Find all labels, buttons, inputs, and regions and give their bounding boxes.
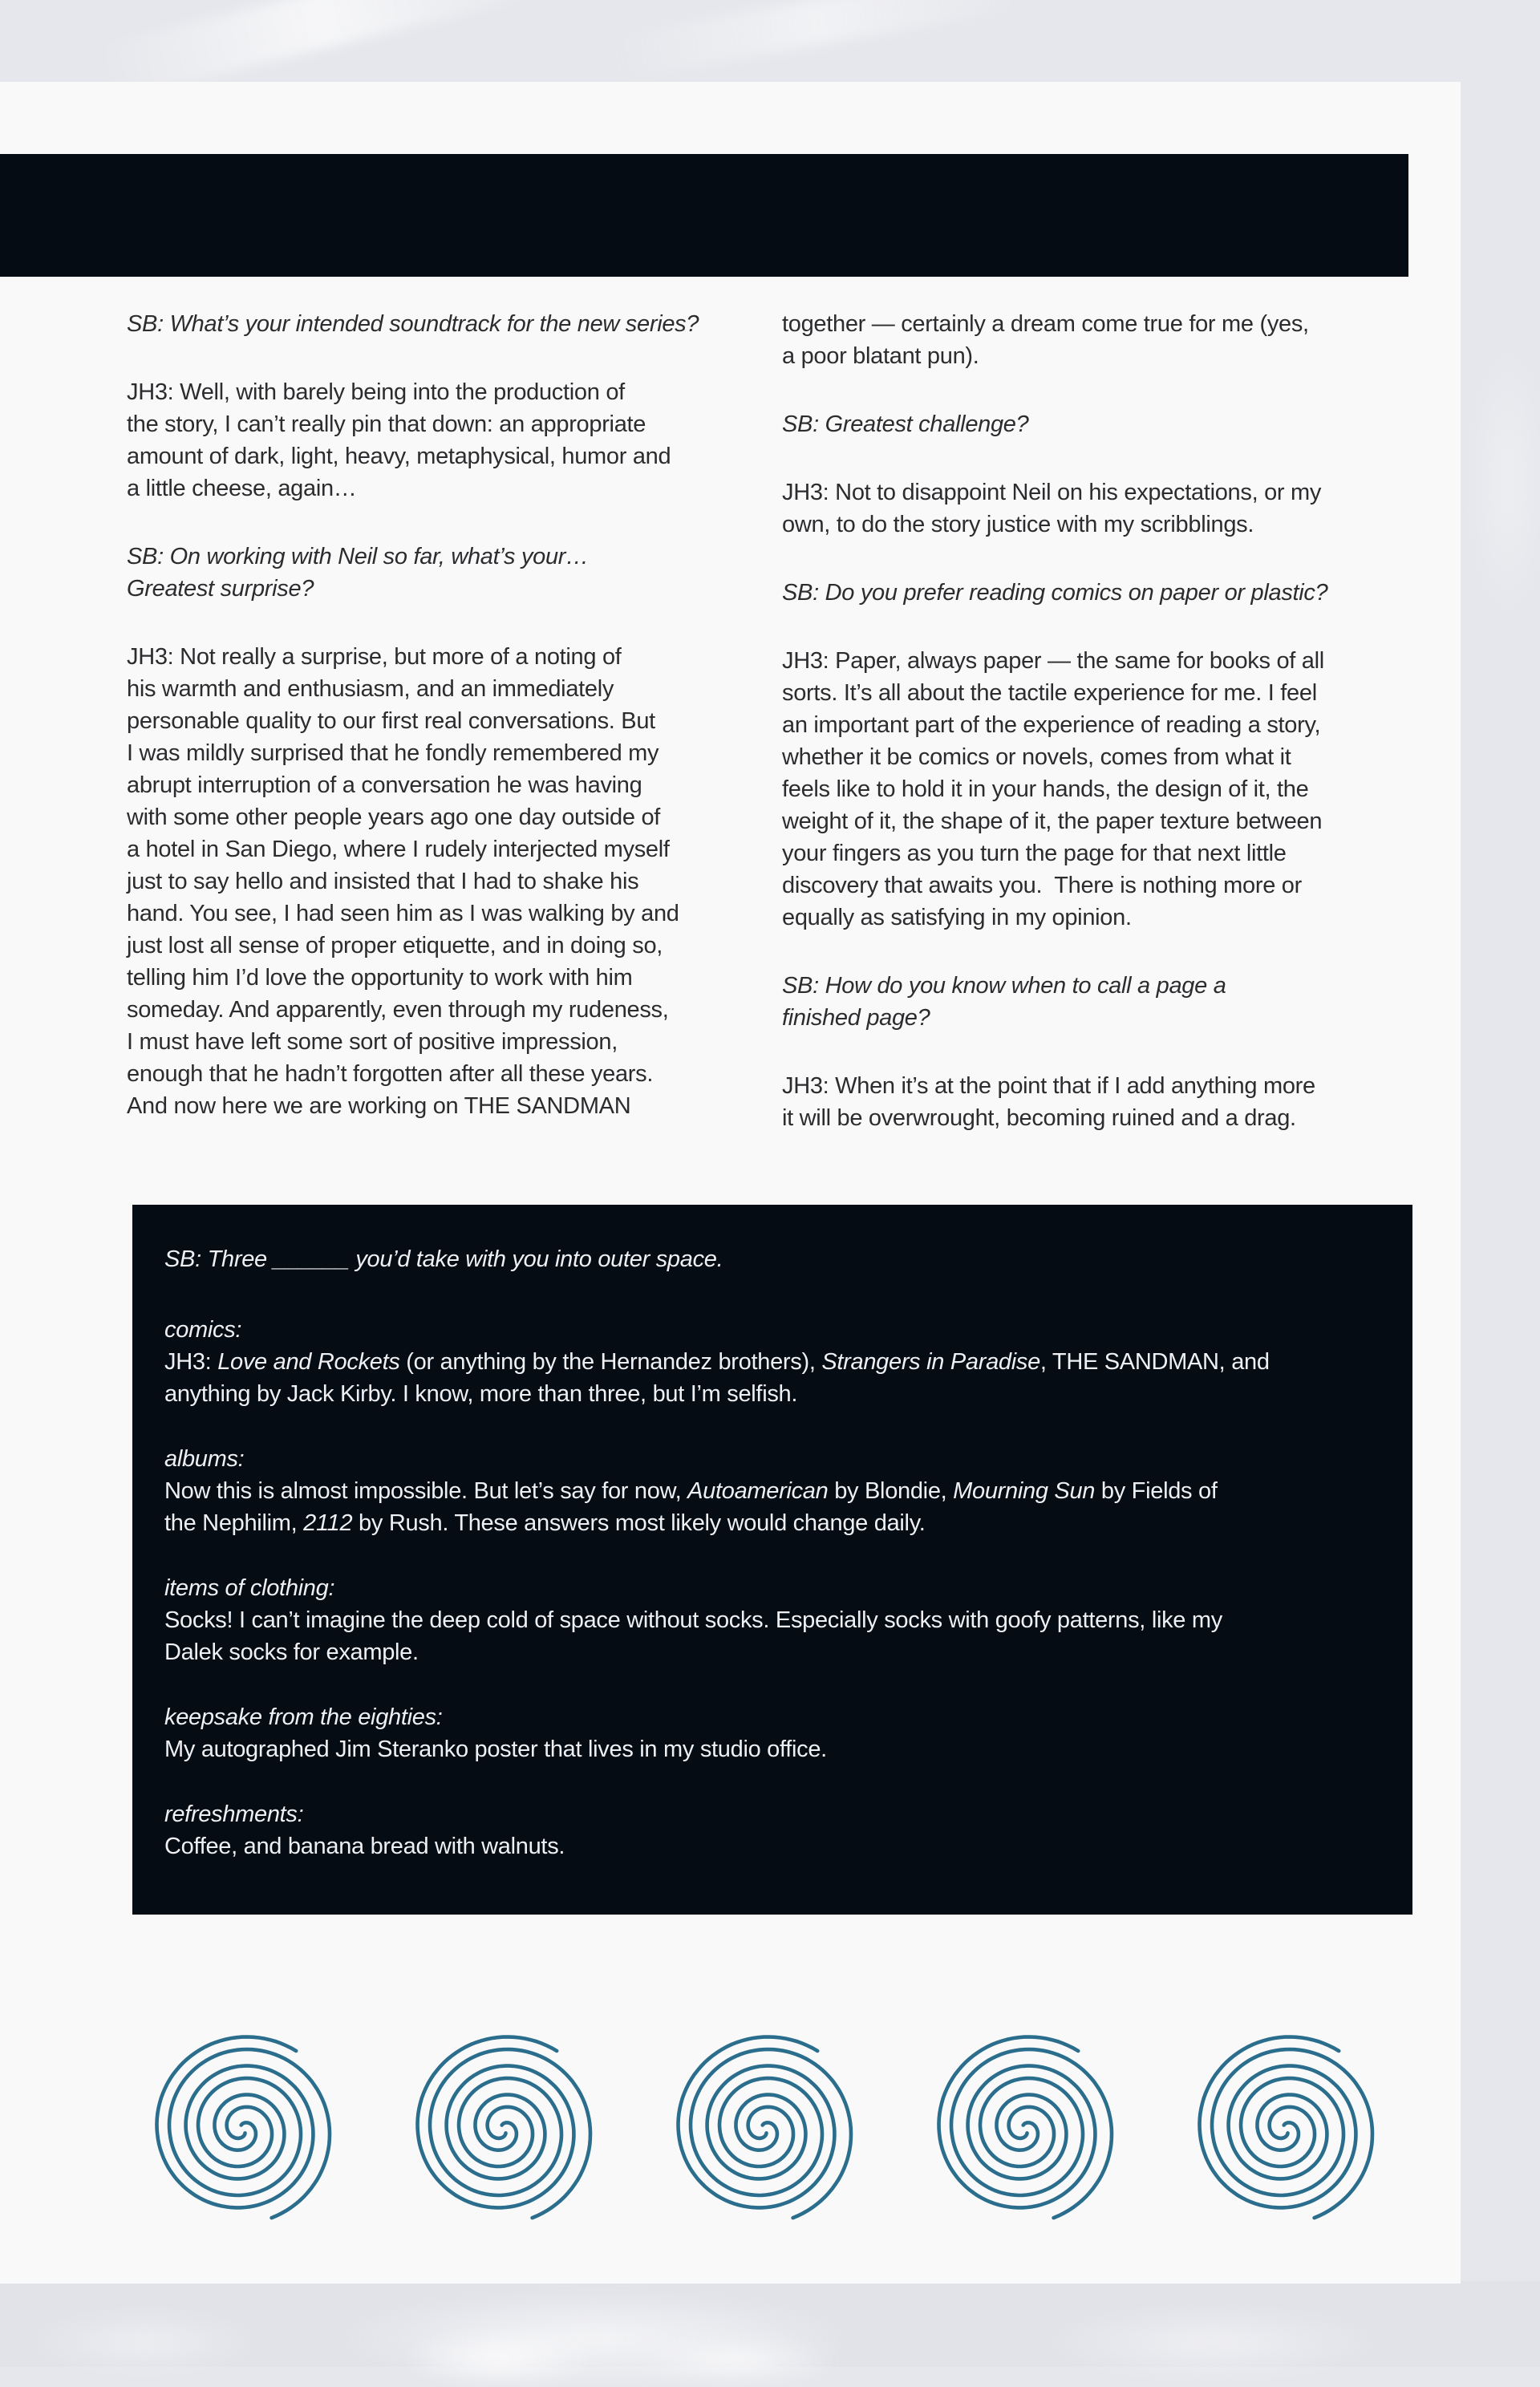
background-texture-blob	[1043, 2307, 1380, 2379]
spiral-icon	[1173, 2017, 1397, 2242]
body-text-run: JH3:	[164, 1349, 218, 1375]
spiral-icon	[912, 2017, 1137, 2242]
title-italic-text: Autoamerican	[687, 1478, 829, 1504]
answer-paragraph: JH3: Not to disappoint Neil on his expectations, or my own, to do the story justice with my scribblings.	[782, 480, 1322, 537]
title-italic-text: Love and Rockets	[217, 1349, 400, 1375]
body-text-run: , THE SANDMAN, and	[1040, 1349, 1270, 1375]
body-text-run: by Fields of	[1095, 1478, 1218, 1504]
body-text-run: by Rush. These answers most likely would change daily.	[352, 1510, 926, 1536]
interview-column-left	[127, 308, 792, 1158]
qa-group-label: refreshments:	[164, 1801, 304, 1827]
header-band	[0, 154, 1408, 277]
answer-paragraph: JH3: Paper, always paper — the same for books of all sorts. It’s all about the tactile experience for me. I feel an important part of the experience of reading a story, whether it be comics or novels, comes from what it feels like to hold it in your hands, the design of it, the weight of it, the shape of it, the paper texture between your fingers as you turn the page for that next little discovery that awaits you. There is nothing more or equally as satisfying in my opinion.	[782, 648, 1324, 930]
question-paragraph: SB: Do you prefer reading comics on paper or plastic?	[782, 580, 1328, 606]
background-texture-blob	[634, 2336, 842, 2385]
qa-group: items of clothing: Socks! I can’t imagine the deep cold of space without socks. Especially socks with goofy patterns, like my Dalek socks for example.	[164, 1575, 1222, 1665]
answer-paragraph: JH3: When it’s at the point that if I add anything more it will be overwrought, becoming ruined and a drag.	[782, 1073, 1315, 1131]
background-texture-blob	[1468, 337, 1540, 626]
body-text-run: the Nephilim,	[164, 1510, 304, 1536]
qa-group-label: keepsake from the eighties:	[164, 1704, 443, 1730]
qa-group-label: comics:	[164, 1317, 242, 1343]
qa-group: keepsake from the eighties: My autographed Jim Steranko poster that lives in my studio office.	[164, 1704, 827, 1762]
qa-box	[132, 1205, 1412, 1915]
spiral-icon	[130, 2017, 355, 2242]
title-italic-text: Strangers in Paradise	[821, 1349, 1040, 1375]
qa-group-label: albums:	[164, 1446, 245, 1472]
background-texture-streak	[609, 0, 1027, 80]
answer-paragraph: JH3: Not really a surprise, but more of a noting of his warmth and enthusiasm, and an immediately personable quality to our first real conversations. But I was mildly surprised that he fondly remembered my abrupt interruption of a conversation he was having with some other people years ago one day outside of a hotel in San Diego, where I rudely interjected myself just to say hello and insisted that I had to shake his hand. You see, I had seen him as I was walking by and just lost all sense of proper etiquette, and in doing so, telling him I’d love the opportunity to work with him someday. And apparently, even through my rudeness, I must have left some sort of positive impression, enough that he hadn’t forgotten after all these years. And now here we are working on THE SANDMAN	[127, 644, 679, 1119]
body-text-run: Now this is almost impossible. But let’s say for now,	[164, 1478, 688, 1504]
question-paragraph: SB: Greatest challenge?	[782, 411, 1029, 437]
title-italic-text: 2112	[303, 1510, 353, 1536]
spiral-icon	[391, 2017, 615, 2242]
answer-paragraph: together — certainly a dream come true for me (yes, a poor blatant pun).	[782, 311, 1309, 369]
question-paragraph: SB: Three ______ you’d take with you into outer space.	[164, 1246, 723, 1272]
body-text-run: (or anything by the Hernandez brothers),	[399, 1349, 822, 1375]
question-paragraph: SB: How do you know when to call a page a finished page?	[782, 973, 1226, 1031]
title-italic-text: Mourning Sun	[953, 1478, 1096, 1504]
qa-group	[164, 1443, 1396, 1539]
answer-paragraph: JH3: Well, with barely being into the production of the story, I can’t really pin that down: an appropriate amount of dark, light, heavy, metaphysical, humor and a little cheese, again…	[127, 379, 671, 501]
background-texture-blob	[32, 2310, 257, 2374]
background-texture-blob	[401, 2330, 594, 2386]
qa-group: refreshments: Coffee, and banana bread with walnuts.	[164, 1801, 565, 1859]
qa-group-label: items of clothing:	[164, 1575, 335, 1601]
qa-group: comics: JH3: Love and Rockets (or anything by the Hernandez brothers), Strangers in Paradise, THE SANDMAN, and anything by Jack Kirby. I know, more than three, but I’m selfish.	[164, 1317, 1270, 1407]
spiral-icon	[651, 2017, 876, 2242]
question-paragraph: SB: What’s your intended soundtrack for the new series?	[127, 311, 699, 337]
interview-column-right	[782, 308, 1448, 1170]
question-paragraph: SB: On working with Neil so far, what’s your… Greatest surprise?	[127, 544, 589, 602]
body-text-run: by Blondie,	[828, 1478, 954, 1504]
magazine-page	[0, 82, 1461, 2281]
